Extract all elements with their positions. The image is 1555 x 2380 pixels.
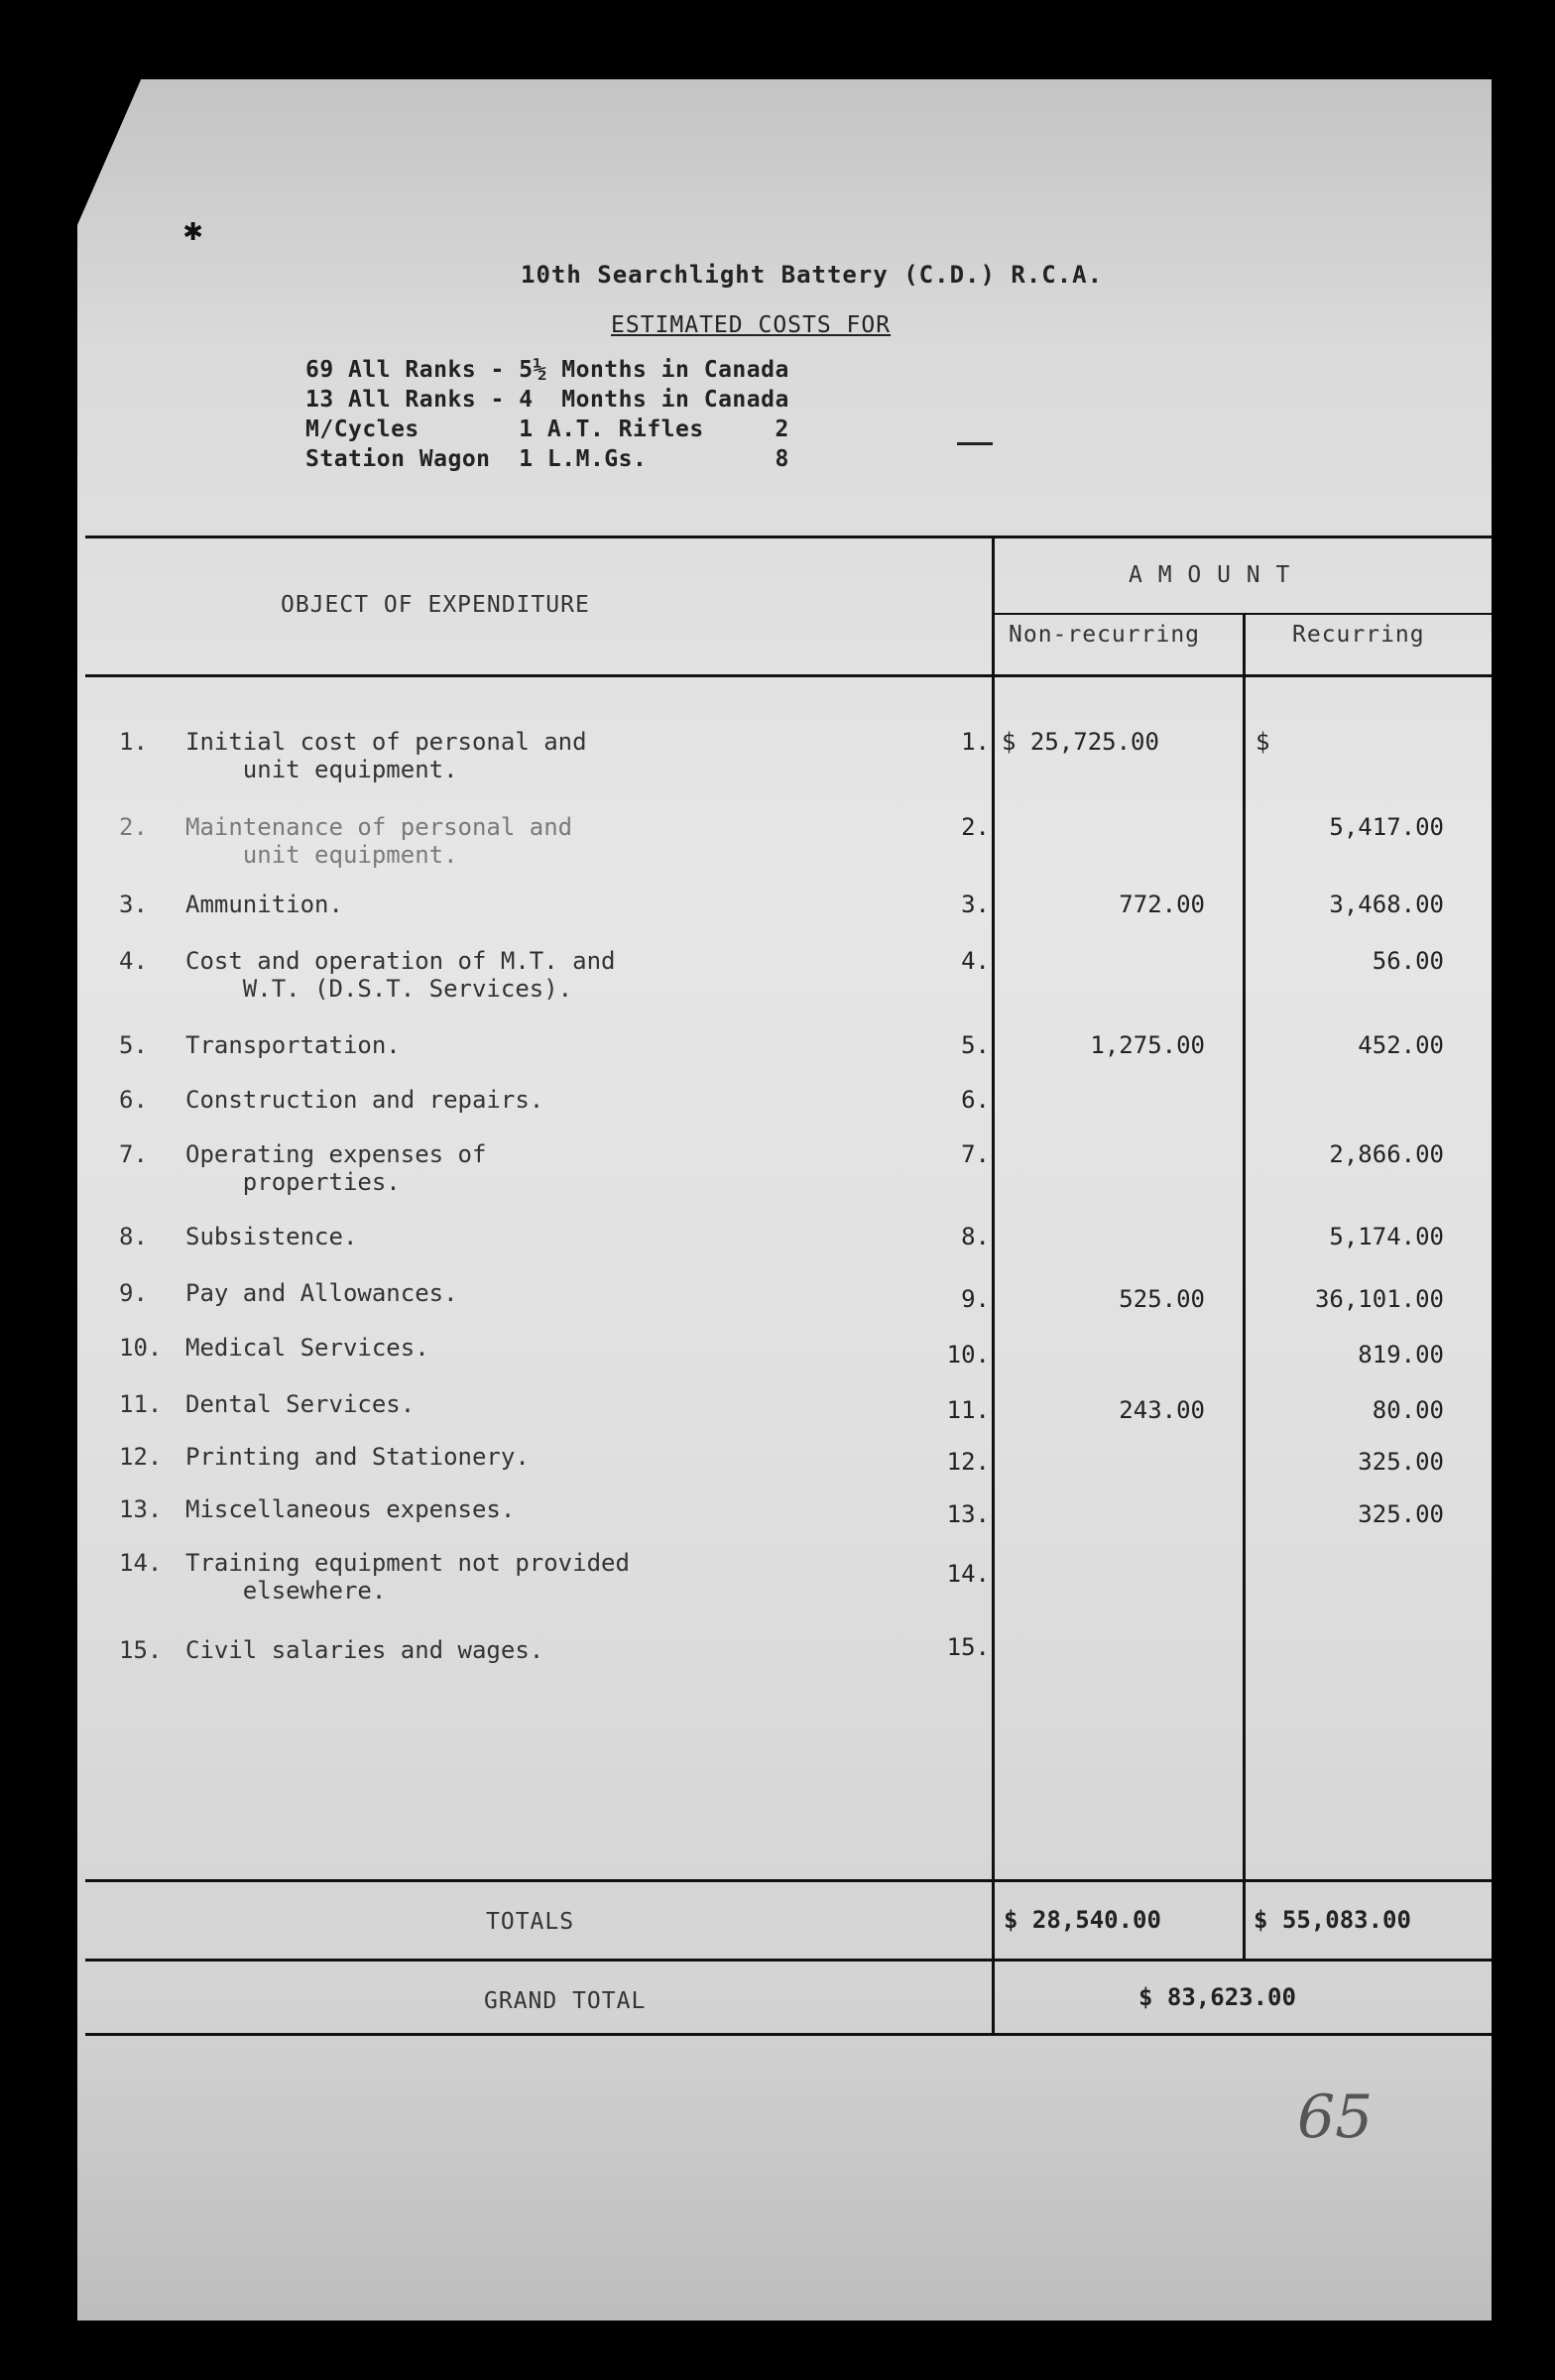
column-header-nonrecurring: Non-recurring: [1009, 622, 1201, 648]
totals-label: TOTALS: [486, 1909, 575, 1935]
row-description: Cost and operation of M.T. and W.T. (D.S.T. Services).: [185, 947, 616, 1003]
row-ref-number: 3.: [961, 891, 990, 918]
totals-recurring: $ 55,083.00: [1254, 1906, 1411, 1934]
row-ref-number: 10.: [946, 1341, 990, 1368]
row-description: Maintenance of personal and unit equipment.: [185, 813, 573, 869]
column-header-amount: A M O U N T: [1129, 562, 1291, 588]
row-description: Subsistence.: [185, 1223, 358, 1250]
row-number: 6.: [119, 1086, 148, 1114]
row-description: Transportation.: [185, 1031, 401, 1059]
row-ref-number: 11.: [946, 1396, 990, 1424]
detail-line: Station Wagon 1 L.M.Gs. 8: [305, 446, 789, 472]
row-recurring: 56.00: [1372, 947, 1444, 975]
row-description: Pay and Allowances.: [185, 1279, 458, 1307]
row-ref-number: 13.: [946, 1500, 990, 1528]
row-number: 3.: [119, 891, 148, 918]
row-description: Operating expenses of properties.: [185, 1140, 487, 1196]
row-recurring: 80.00: [1372, 1396, 1444, 1424]
row-nonrecurring: 772.00: [1119, 891, 1205, 918]
table-top-rule: [85, 536, 1492, 538]
totals-nonrecurring: $ 28,540.00: [1004, 1906, 1161, 1934]
row-recurring: 819.00: [1358, 1341, 1444, 1368]
row-description: Dental Services.: [185, 1390, 416, 1418]
row-number: 11.: [119, 1390, 163, 1418]
row-recurring: 5,174.00: [1329, 1223, 1444, 1250]
row-nonrecurring: 243.00: [1119, 1396, 1205, 1424]
row-description: Construction and repairs.: [185, 1086, 544, 1114]
row-description: Printing and Stationery.: [185, 1443, 530, 1471]
row-number: 1.: [119, 728, 148, 756]
row-description: Medical Services.: [185, 1334, 429, 1362]
row-recurring: 325.00: [1358, 1448, 1444, 1476]
row-ref-number: 9.: [961, 1285, 990, 1313]
document-subtitle: ESTIMATED COSTS FOR: [611, 312, 892, 338]
detail-line: 69 All Ranks - 5½ Months in Canada: [305, 357, 789, 383]
totals-bottom-rule: [85, 1959, 1492, 1962]
column-header-object: OBJECT OF EXPENDITURE: [281, 592, 590, 618]
row-number: 2.: [119, 813, 148, 841]
row-ref-number: 4.: [961, 947, 990, 975]
star-mark-icon: ✱: [183, 210, 203, 248]
header-bottom-rule: [85, 674, 1492, 677]
row-recurring: 2,866.00: [1329, 1140, 1444, 1168]
grand-total-value: $ 83,623.00: [1138, 1983, 1296, 2011]
row-ref-number: 14.: [946, 1560, 990, 1588]
row-nonrecurring: 1,275.00: [1090, 1031, 1205, 1059]
row-number: 10.: [119, 1334, 163, 1362]
row-number: 8.: [119, 1223, 148, 1250]
detail-line: 13 All Ranks - 4 Months in Canada: [305, 387, 789, 413]
amount-column-divider: [992, 536, 995, 2035]
column-header-recurring: Recurring: [1292, 622, 1425, 648]
dash-mark: [957, 442, 993, 445]
row-nonrecurring: $ 25,725.00: [1002, 728, 1159, 756]
row-description: Ammunition.: [185, 891, 343, 918]
row-ref-number: 15.: [946, 1633, 990, 1661]
row-number: 5.: [119, 1031, 148, 1059]
detail-line: M/Cycles 1 A.T. Rifles 2: [305, 416, 789, 442]
row-ref-number: 1.: [961, 728, 990, 756]
row-nonrecurring: 525.00: [1119, 1285, 1205, 1313]
row-ref-number: 5.: [961, 1031, 990, 1059]
row-recurring: 452.00: [1358, 1031, 1444, 1059]
row-description: Training equipment not provided elsewhere.: [185, 1549, 630, 1605]
row-description: Miscellaneous expenses.: [185, 1495, 516, 1523]
row-ref-number: 7.: [961, 1140, 990, 1168]
totals-top-rule: [85, 1879, 1492, 1882]
row-ref-number: 8.: [961, 1223, 990, 1250]
row-recurring: 325.00: [1358, 1500, 1444, 1528]
row-ref-number: 2.: [961, 813, 990, 841]
handwritten-page-number: 65: [1297, 2082, 1374, 2152]
row-recurring: 36,101.00: [1314, 1285, 1444, 1313]
row-number: 13.: [119, 1495, 163, 1523]
grand-total-label: GRAND TOTAL: [484, 1988, 647, 2014]
row-recurring: $: [1256, 728, 1270, 756]
row-description: Initial cost of personal and unit equipment.: [185, 728, 587, 783]
row-number: 14.: [119, 1549, 163, 1577]
recurring-column-divider: [1243, 613, 1246, 1961]
grand-total-bottom-rule: [85, 2033, 1492, 2036]
row-number: 7.: [119, 1140, 148, 1168]
document-title: 10th Searchlight Battery (C.D.) R.C.A.: [521, 261, 1104, 289]
row-description: Civil salaries and wages.: [185, 1636, 544, 1664]
row-ref-number: 12.: [946, 1448, 990, 1476]
row-ref-number: 6.: [961, 1086, 990, 1114]
row-number: 9.: [119, 1279, 148, 1307]
row-number: 4.: [119, 947, 148, 975]
row-recurring: 3,468.00: [1329, 891, 1444, 918]
row-number: 15.: [119, 1636, 163, 1664]
row-recurring: 5,417.00: [1329, 813, 1444, 841]
row-number: 12.: [119, 1443, 163, 1471]
